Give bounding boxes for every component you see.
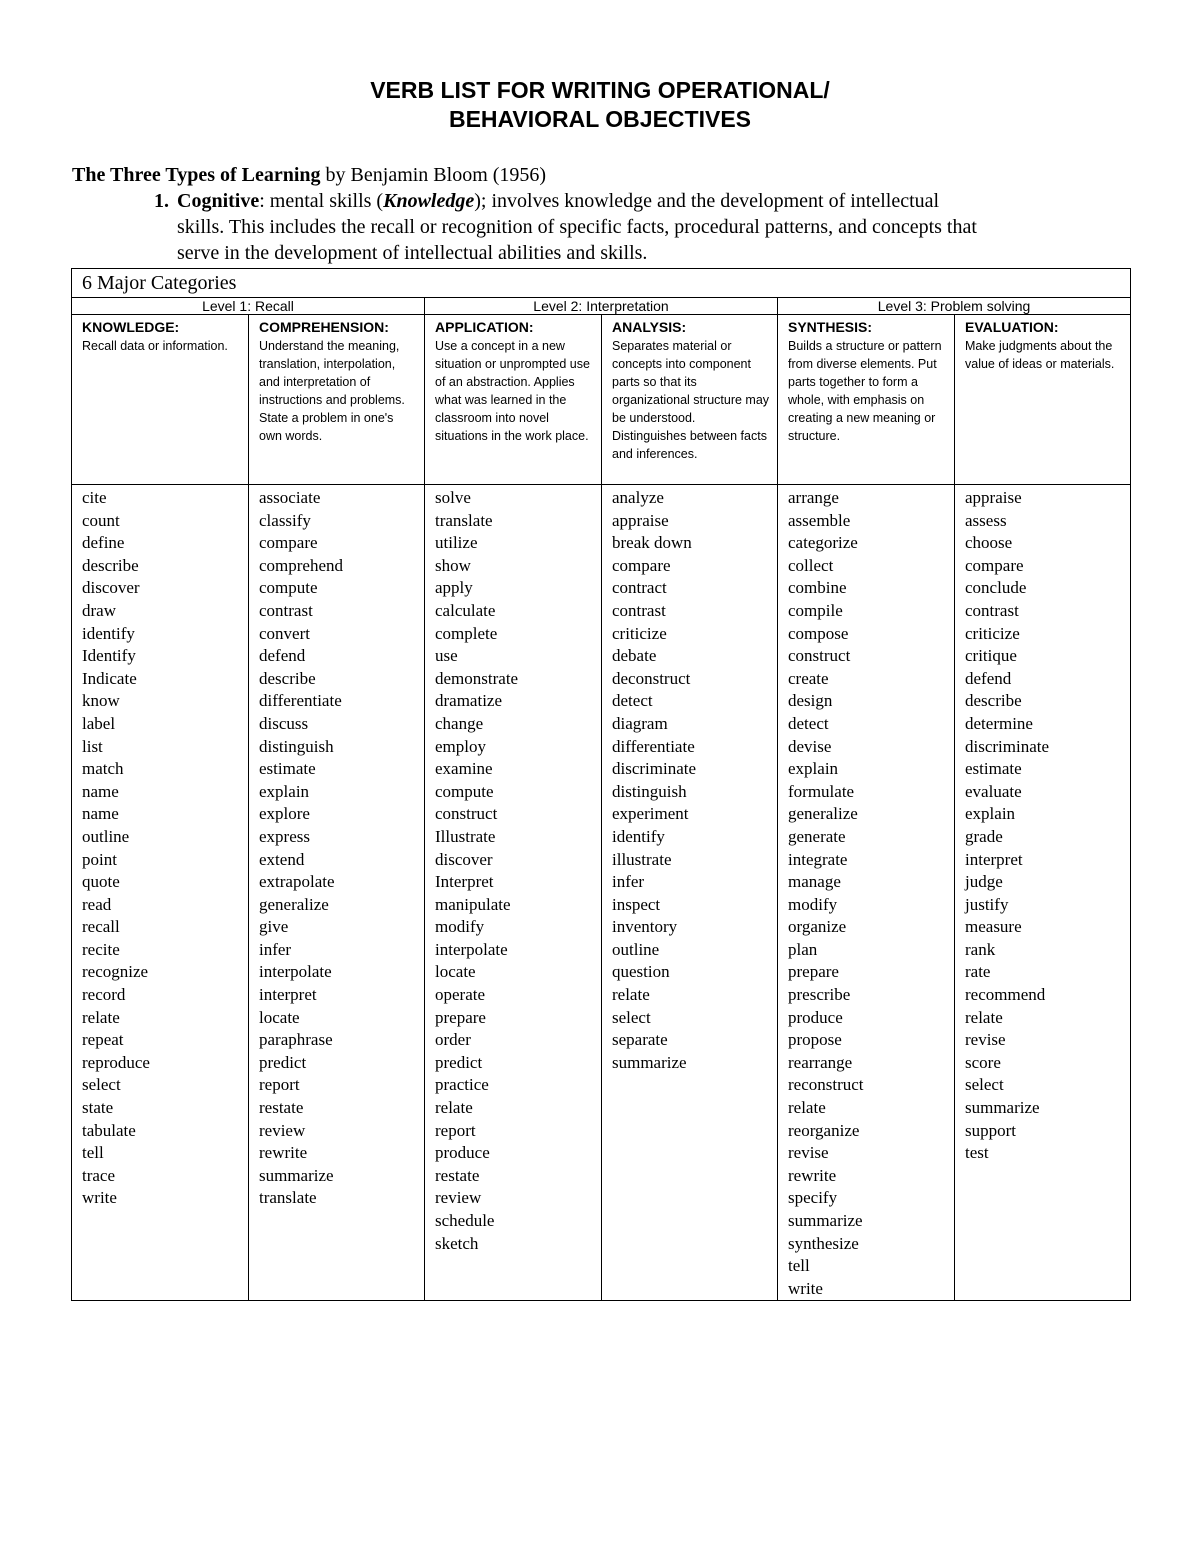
verb-item: create [788,668,829,688]
verb-item: identify [612,826,665,846]
verb-item: recall [82,917,120,937]
verb-item: tell [788,1256,810,1276]
verb-column-comprehension [249,485,425,1301]
verb-item: measure [965,917,1022,937]
verb-item: compose [788,623,849,643]
verb-item: reconstruct [788,1075,864,1095]
verb-item: discover [82,578,140,598]
verb-item: select [965,1075,1004,1095]
level-3-header: Level 3: Problem solving [778,298,1131,315]
verb-item: combine [788,578,847,598]
verb-item: tell [82,1143,104,1163]
verb-item: revise [965,1030,1006,1050]
verb-item: order [435,1030,471,1050]
verb-item: Illustrate [435,826,496,846]
verb-item: discover [435,849,493,869]
verb-column-application [425,485,602,1301]
verb-item: revise [788,1143,829,1163]
title-line-1: VERB LIST FOR WRITING OPERATIONAL/ [370,77,830,103]
verb-item: show [435,555,471,575]
verb-item: modify [435,917,485,937]
verb-item: schedule [435,1211,495,1230]
verb-item: paraphrase [259,1030,333,1050]
verb-item: use [435,646,458,666]
list-body-line-2: skills. This includes the recall or recognition of specific facts, procedural patterns, and concepts that [177,216,977,238]
verb-item: inspect [612,894,661,914]
verb-item: modify [788,894,838,914]
verb-item: contract [612,578,667,598]
verb-item: Identify [82,646,136,666]
verb-item: support [965,1120,1016,1140]
verb-item: produce [435,1143,490,1163]
verb-item: complete [435,623,498,643]
verb-item: propose [788,1030,842,1050]
category-description: Make judgments about the value of ideas or materials. [965,339,1115,371]
verb-item: record [82,985,126,1005]
verb-column-evaluation [955,485,1131,1301]
category-description: Recall data or information. [82,339,228,353]
verb-item: summarize [788,1211,863,1230]
verb-item: defend [259,646,306,666]
verb-item: formulate [788,781,855,801]
verb-item: sketch [435,1233,479,1253]
verb-item: integrate [788,849,848,869]
verb-item: report [259,1075,300,1095]
verb-item: write [788,1278,823,1298]
verb-item: debate [612,646,657,666]
verb-item: explore [259,804,310,824]
verb-item: identify [82,623,135,643]
category-name: ANALYSIS: [612,319,687,335]
verb-item: determine [965,713,1033,733]
verb-item: read [82,894,112,914]
verb-item: discriminate [965,736,1050,756]
verb-item: label [82,713,116,733]
category-description: Understand the meaning, translation, interpolation, and interpretation of instructions and problems. State a problem in one's own words. [259,339,405,443]
verb-item: locate [259,1007,300,1027]
category-comprehension [249,315,425,485]
verb-item: justify [965,894,1009,914]
verb-item: manipulate [435,894,511,914]
verb-item: extrapolate [259,872,335,892]
verb-item: discuss [259,713,309,733]
term-knowledge: Knowledge [383,190,475,212]
verb-item: interpret [259,985,317,1005]
verb-item: infer [259,939,292,959]
verb-item: defend [965,668,1012,688]
verb-item: appraise [612,510,669,530]
category-description: Use a concept in a new situation or unprompted use of an abstraction. Applies what was learned in the classroom into novel situations in the work place. [435,339,590,443]
verb-item: rank [965,939,996,959]
verb-item: prepare [435,1007,486,1027]
intro-heading-bold: The Three Types of Learning [72,164,321,186]
verb-item: write [82,1188,117,1208]
verb-item: compare [259,533,318,553]
verb-item: estimate [965,759,1022,779]
verb-item: critique [965,646,1017,666]
verb-item: outline [612,939,660,959]
verb-item: convert [259,623,310,643]
category-analysis [602,315,778,485]
verb-column-knowledge [72,485,249,1301]
verb-item: express [259,826,310,846]
verb-item: report [435,1120,476,1140]
document-title [0,76,1200,134]
verb-item: contrast [965,600,1019,620]
verb-item: contrast [259,600,313,620]
verb-item: restate [435,1165,480,1185]
verb-item: name [82,804,119,824]
title-line-2: BEHAVIORAL OBJECTIVES [448,106,752,132]
verb-item: describe [259,668,316,688]
verb-item: construct [435,804,498,824]
verb-item: compute [259,578,318,598]
verb-item: review [259,1120,306,1140]
verb-item: appraise [965,488,1022,507]
verb-item: draw [82,600,116,620]
verb-item: analyze [612,488,664,507]
verb-item: select [612,1007,651,1027]
verb-item: repeat [82,1030,124,1050]
verb-item: trace [82,1165,116,1185]
verb-item: break down [612,533,692,553]
level-2-header: Level 2: Interpretation [425,298,778,315]
verb-item: Indicate [82,668,137,688]
verb-item: reorganize [788,1120,860,1140]
verb-item: rate [965,962,991,982]
verb-item: predict [435,1052,483,1072]
verb-item: locate [435,962,476,982]
verb-item: extend [259,849,305,869]
intro-heading-rest: by Benjamin Bloom (1956) [325,164,547,186]
verb-item: recognize [82,962,149,982]
verb-item: classify [259,510,311,530]
verb-item: compile [788,600,843,620]
category-knowledge [72,315,249,485]
major-categories-header: 6 Major Categories [72,269,1131,298]
verb-item: rearrange [788,1052,853,1072]
verb-item: select [82,1075,121,1095]
list-body [177,188,1137,266]
verb-item: operate [435,985,486,1005]
verb-item: count [82,510,120,530]
verb-item: state [82,1098,114,1118]
verb-item: prepare [788,962,839,982]
verb-item: know [82,691,120,711]
category-description: Builds a structure or pattern from diverse elements. Put parts together to form a whole, with emphasis on creating a new meaning or structure. [788,339,942,443]
verb-item: rewrite [259,1143,308,1163]
list-item-cognitive [72,188,1142,266]
verb-item: choose [965,533,1013,553]
verb-item: collect [788,555,834,575]
verb-item: categorize [788,533,858,553]
verb-item: generalize [788,804,858,824]
text-a: : mental skills ( [259,190,384,212]
verb-item: interpolate [259,962,332,982]
term-cognitive: Cognitive [177,190,260,212]
list-body-line-3: serve in the development of intellectual abilities and skills. [177,242,648,264]
verb-item: arrange [788,488,839,507]
verb-item: predict [259,1052,307,1072]
verb-item: restate [259,1098,304,1118]
verb-item: list [82,736,103,756]
verb-item: organize [788,917,847,937]
verb-item: specify [788,1188,838,1208]
list-number: 1. [154,190,169,212]
verb-item: estimate [259,759,316,779]
verb-item: quote [82,872,120,892]
verb-table [71,268,1131,1301]
verb-item: practice [435,1075,489,1095]
verb-item: solve [435,488,471,507]
verb-item: manage [788,872,841,892]
verb-item: relate [788,1098,826,1118]
verb-item: describe [965,691,1022,711]
verb-item: evaluate [965,781,1022,801]
verb-item: summarize [259,1165,334,1185]
verb-item: grade [965,826,1003,846]
category-synthesis [778,315,955,485]
category-name: COMPREHENSION: [259,319,389,335]
list-body-line-1 [177,188,1137,214]
verb-item: tabulate [82,1120,136,1140]
verb-item: examine [435,759,493,779]
verb-item: give [259,917,289,937]
verb-item: devise [788,736,832,756]
category-name: EVALUATION: [965,319,1059,335]
intro-heading [72,162,1142,188]
verb-item: outline [82,826,130,846]
verb-item: explain [965,804,1016,824]
verb-item: judge [965,872,1003,892]
verb-item: design [788,691,833,711]
verb-item: produce [788,1007,843,1027]
verb-column-analysis [602,485,778,1301]
verb-item: summarize [965,1098,1040,1118]
verb-item: explain [259,781,310,801]
verb-item: detect [788,713,829,733]
verb-item: differentiate [612,736,695,756]
verb-item: discriminate [612,759,697,779]
verb-item: test [965,1143,989,1163]
verb-item: score [965,1052,1001,1072]
verb-item: assemble [788,510,851,530]
verb-item: construct [788,646,851,666]
verb-item: apply [435,578,473,598]
category-name: KNOWLEDGE: [82,319,180,335]
verb-item: associate [259,488,321,507]
verb-item: Interpret [435,872,494,892]
verb-item: relate [82,1007,120,1027]
verb-item: diagram [612,713,668,733]
verb-item: deconstruct [612,668,691,688]
verb-item: generalize [259,894,329,914]
verb-item: match [82,759,124,779]
verb-item: differentiate [259,691,342,711]
verb-item: experiment [612,804,689,824]
category-evaluation [955,315,1131,485]
verb-item: inventory [612,917,678,937]
level-1-header: Level 1: Recall [72,298,425,315]
intro-section [72,162,1142,266]
verb-item: interpret [965,849,1023,869]
verb-item: employ [435,736,486,756]
verb-column-synthesis [778,485,955,1301]
verb-item: compute [435,781,494,801]
verb-item: compare [965,555,1024,575]
verb-item: recite [82,939,120,959]
verb-item: relate [435,1098,473,1118]
verb-item: demonstrate [435,668,519,688]
category-application [425,315,602,485]
verb-item: cite [82,488,107,507]
verb-item: change [435,713,484,733]
verb-item: plan [788,939,818,959]
verb-item: dramatize [435,691,503,711]
verb-item: rewrite [788,1165,837,1185]
verb-item: assess [965,510,1007,530]
verb-item: summarize [612,1052,687,1072]
verb-item: separate [612,1030,668,1050]
verb-item: illustrate [612,849,672,869]
verb-item: review [435,1188,482,1208]
verb-item: infer [612,872,645,892]
verb-item: reproduce [82,1052,150,1072]
verb-item: criticize [612,623,667,643]
verb-item: conclude [965,578,1027,598]
verb-item: interpolate [435,939,508,959]
verb-item: question [612,962,670,982]
verb-item: distinguish [612,781,687,801]
verb-item: describe [82,555,139,575]
verb-item: prescribe [788,985,851,1005]
verb-item: distinguish [259,736,334,756]
verb-item: calculate [435,600,496,620]
category-description: Separates material or concepts into component parts so that its organizational structure may be understood. Distinguishes between facts and inferences. [612,339,770,461]
verb-item: compare [612,555,671,575]
verb-item: name [82,781,119,801]
verb-item: recommend [965,985,1046,1005]
verb-item: define [82,533,125,553]
verb-item: translate [259,1188,317,1208]
verb-item: generate [788,826,846,846]
verb-item: translate [435,510,493,530]
verb-item: detect [612,691,653,711]
verb-item: contrast [612,600,666,620]
verb-item: criticize [965,623,1020,643]
verb-item: utilize [435,533,478,553]
verb-item: relate [965,1007,1003,1027]
category-name: APPLICATION: [435,319,534,335]
verb-item: explain [788,759,839,779]
verb-item: relate [612,985,650,1005]
text-b: ); involves knowledge and the development of intellectual [474,190,940,212]
verb-item: synthesize [788,1233,859,1253]
verb-item: comprehend [259,555,344,575]
verb-item: point [82,849,117,869]
category-name: SYNTHESIS: [788,319,873,335]
